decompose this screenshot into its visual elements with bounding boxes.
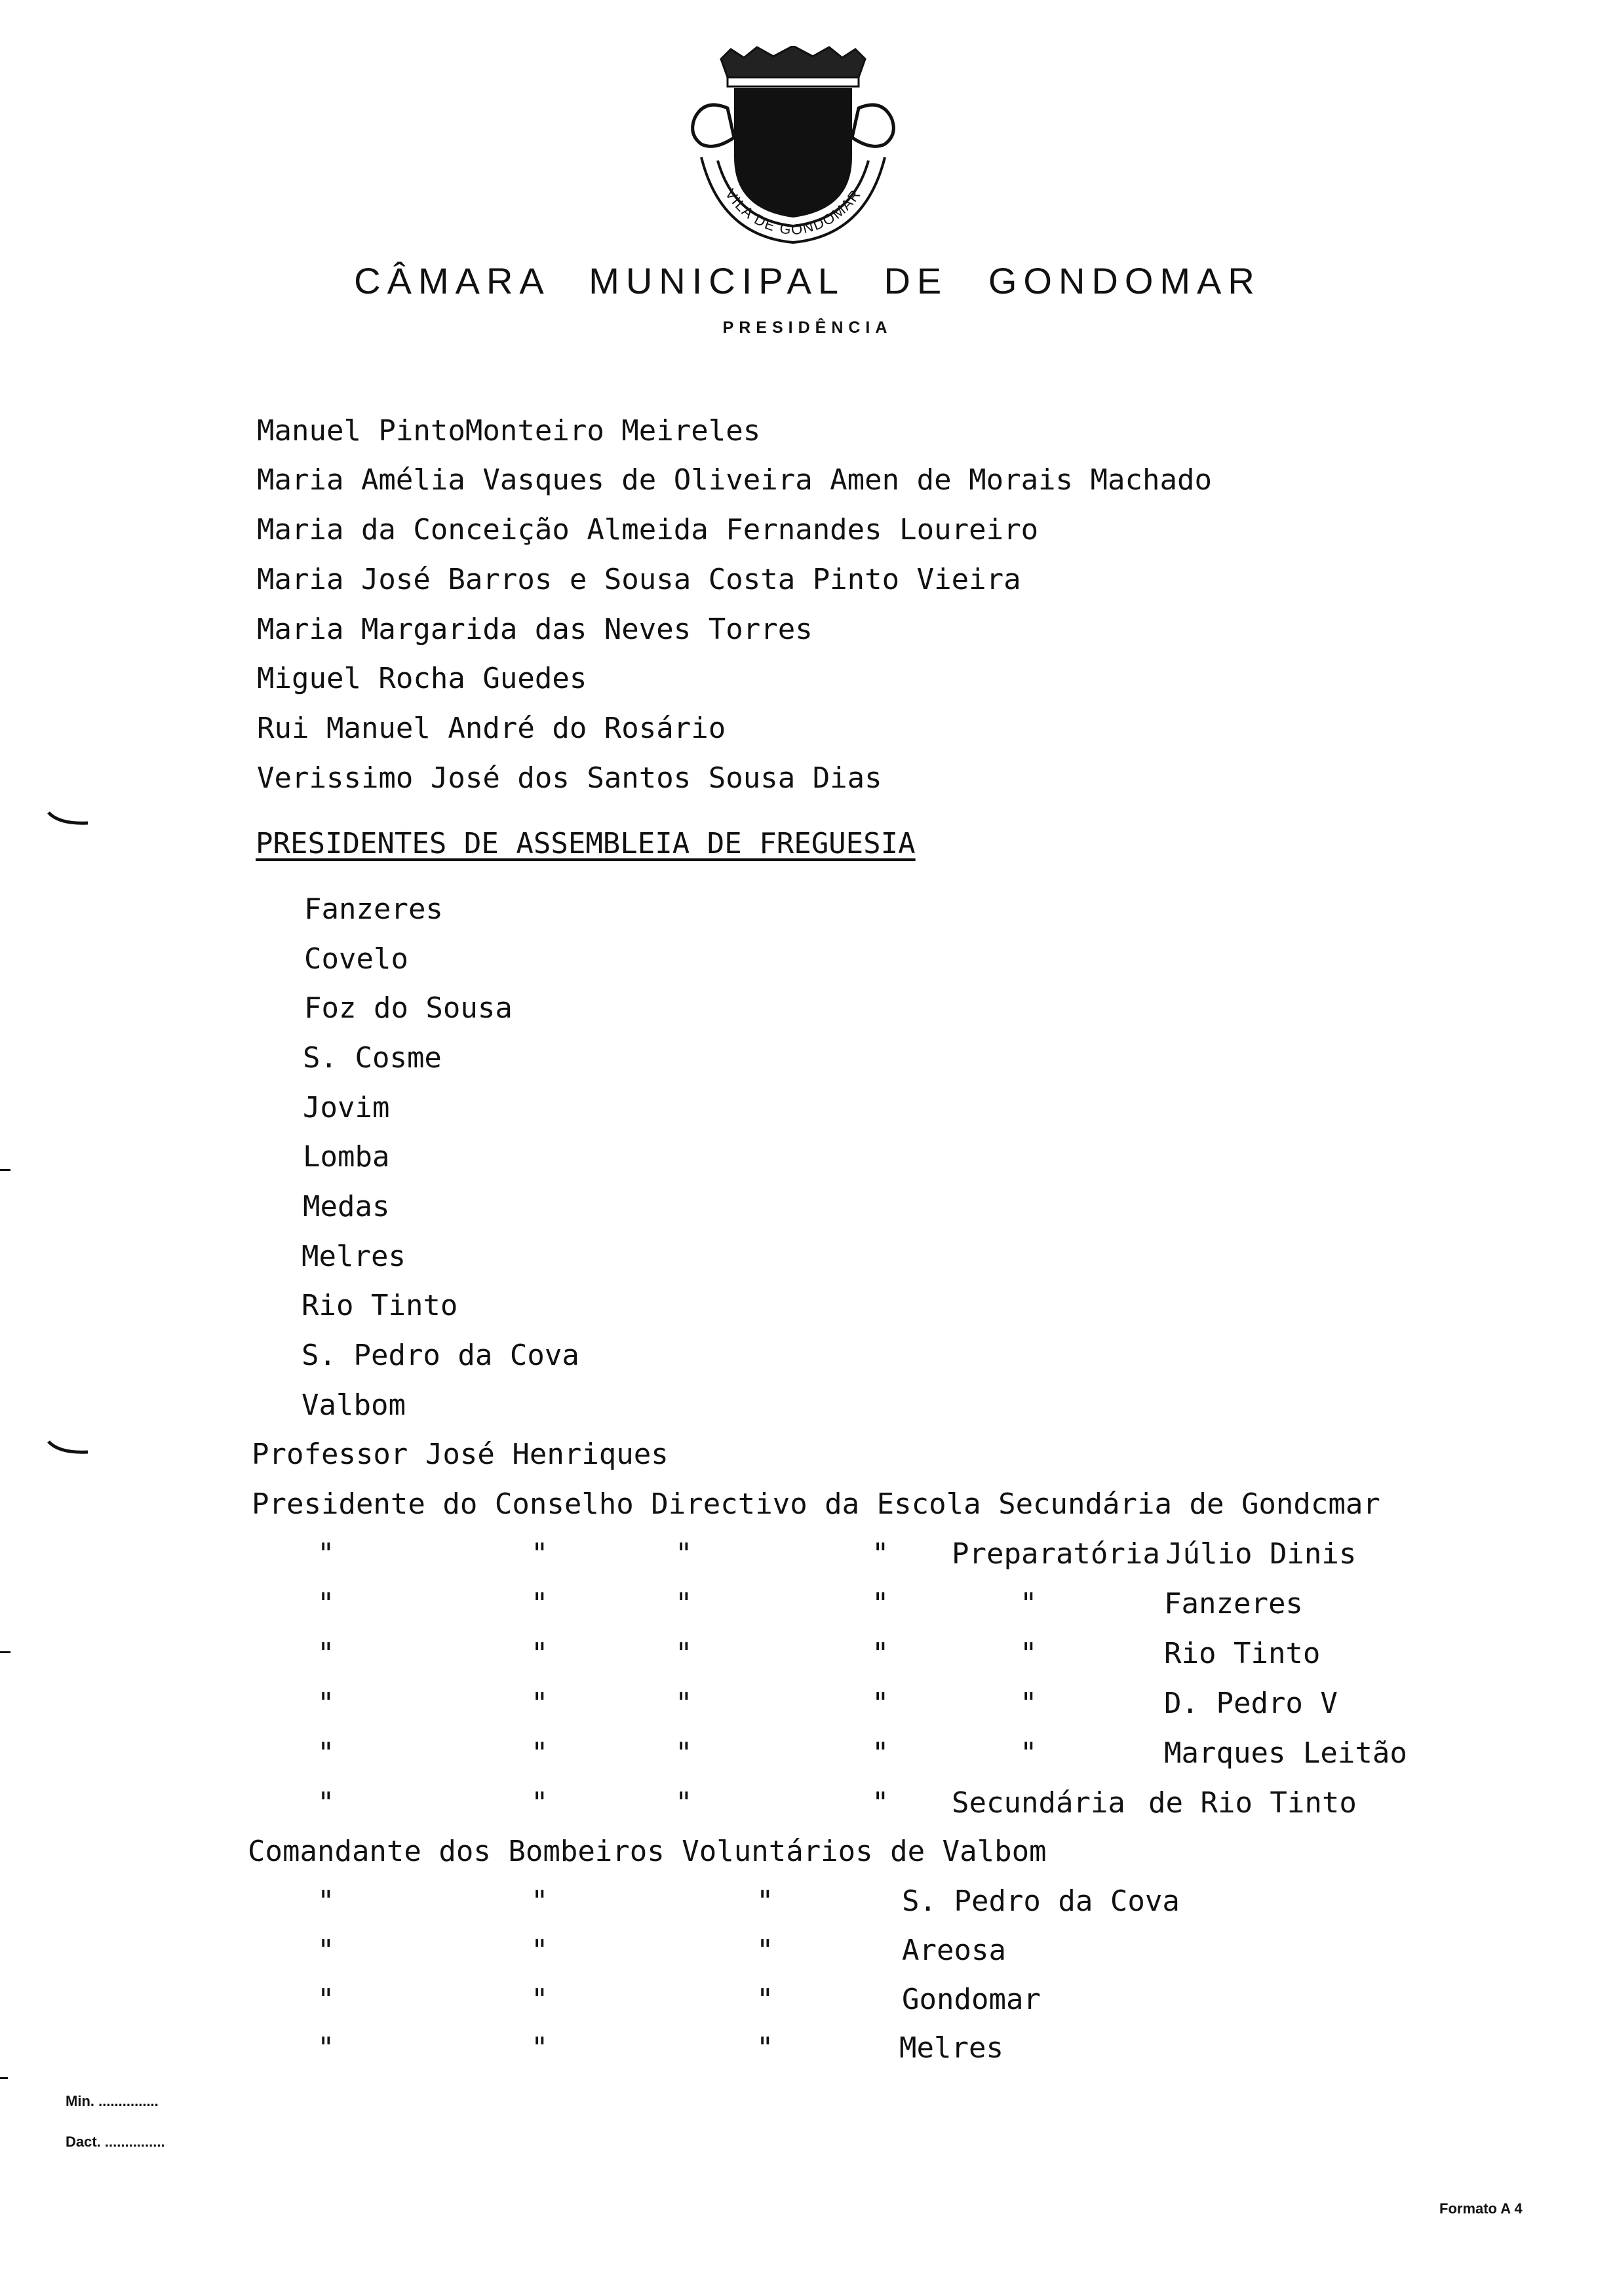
- school-type: ": [1020, 1687, 1038, 1720]
- school-type: ": [1020, 1637, 1038, 1670]
- school-name: de Rio Tinto: [1148, 1786, 1357, 1820]
- name-line: Verissimo José dos Santos Sousa Dias: [257, 761, 882, 795]
- ditto-mark: ": [531, 1983, 549, 2016]
- school-line: Presidente do Conselho Directivo da Escola Secundária de Gondcmar: [252, 1487, 1380, 1521]
- ditto-mark: ": [531, 2031, 549, 2065]
- parish-item: S. Pedro da Cova: [302, 1339, 579, 1372]
- name-line: Rui Manuel André do Rosário: [257, 712, 726, 745]
- min-label: Min. ...............: [66, 2093, 159, 2109]
- name-line: Manuel PintoMonteiro Meireles: [257, 414, 761, 448]
- format-label: Formato A 4: [1439, 2200, 1523, 2217]
- ditto-mark: ": [317, 1687, 335, 1720]
- ditto-mark: ": [531, 1885, 549, 1918]
- ditto-mark: ": [317, 2031, 335, 2065]
- margin-tick-mark: [0, 1651, 10, 1653]
- school-name: Marques Leitão: [1164, 1736, 1407, 1770]
- section-heading: PRESIDENTES DE ASSEMBLEIA DE FREGUESIA: [256, 827, 916, 860]
- ditto-mark: ": [675, 1637, 693, 1670]
- ditto-mark: ": [531, 1687, 549, 1720]
- ditto-mark: ": [317, 1537, 335, 1571]
- ditto-mark: ": [872, 1587, 889, 1620]
- bombeiros-name: Melres: [899, 2031, 1003, 2065]
- dact-label: Dact. ...............: [66, 2133, 165, 2150]
- ditto-mark: ": [531, 1537, 549, 1571]
- bombeiros-name: Gondomar: [902, 1983, 1041, 2016]
- school-name: Júlio Dinis: [1165, 1537, 1357, 1571]
- crest-ribbon-text: VILA DE GONDOMAR: [722, 185, 865, 239]
- name-line: Maria da Conceição Almeida Fernandes Loureiro: [257, 513, 1039, 546]
- page-subtitle: PRESIDÊNCIA: [722, 318, 893, 337]
- ditto-mark: ": [317, 1934, 335, 1967]
- parish-item: Covelo: [304, 942, 408, 976]
- margin-tick-mark: [0, 1169, 10, 1171]
- page-title: CÂMARA MUNICIPAL DE GONDOMAR: [354, 260, 1261, 301]
- name-line: Miguel Rocha Guedes: [257, 662, 587, 695]
- ditto-mark: ": [531, 1786, 549, 1820]
- parish-item: Foz do Sousa: [304, 991, 513, 1025]
- ditto-mark: ": [675, 1537, 693, 1571]
- ditto-mark: ": [756, 2031, 774, 2065]
- parish-item: Valbom: [302, 1388, 406, 1422]
- ditto-mark: ": [872, 1687, 889, 1720]
- ditto-mark: ": [756, 1983, 774, 2016]
- ditto-mark: ": [531, 1587, 549, 1620]
- school-type: Secundária: [952, 1786, 1125, 1820]
- ditto-mark: ": [317, 1736, 335, 1770]
- ditto-mark: ": [675, 1587, 693, 1620]
- professor-line: Professor José Henriques: [252, 1438, 669, 1471]
- ditto-mark: ": [317, 1983, 335, 2016]
- school-name: D. Pedro V: [1164, 1687, 1338, 1720]
- parish-item: Medas: [303, 1190, 390, 1223]
- parish-item: Rio Tinto: [302, 1289, 458, 1322]
- name-line: Maria José Barros e Sousa Costa Pinto Vieira: [257, 563, 1021, 596]
- name-line: Maria Margarida das Neves Torres: [257, 613, 813, 646]
- name-line: Maria Amélia Vasques de Oliveira Amen de Morais Machado: [257, 463, 1212, 497]
- ditto-mark: ": [872, 1736, 889, 1770]
- ditto-mark: ": [756, 1934, 774, 1967]
- school-type: ": [1020, 1736, 1038, 1770]
- school-type: ": [1020, 1587, 1038, 1620]
- school-name: Fanzeres: [1164, 1587, 1303, 1620]
- bombeiros-name: Areosa: [902, 1934, 1006, 1967]
- parish-item: Jovim: [303, 1091, 390, 1124]
- ditto-mark: ": [872, 1537, 889, 1571]
- ditto-mark: ": [531, 1934, 549, 1967]
- parish-item: S. Cosme: [303, 1041, 442, 1075]
- municipal-crest-logo: [682, 46, 905, 262]
- margin-tick-mark: [0, 2077, 8, 2079]
- school-name: Rio Tinto: [1164, 1637, 1321, 1670]
- ditto-mark: ": [317, 1885, 335, 1918]
- margin-hook-mark: [46, 810, 92, 830]
- ditto-mark: ": [675, 1687, 693, 1720]
- ditto-mark: ": [317, 1587, 335, 1620]
- bombeiros-name: S. Pedro da Cova: [902, 1885, 1180, 1918]
- ditto-mark: ": [675, 1736, 693, 1770]
- parish-item: Fanzeres: [304, 892, 443, 926]
- parish-item: Melres: [302, 1240, 406, 1273]
- ditto-mark: ": [675, 1786, 693, 1820]
- ditto-mark: ": [531, 1637, 549, 1670]
- ditto-mark: ": [872, 1637, 889, 1670]
- school-type: Preparatória: [952, 1537, 1160, 1571]
- ditto-mark: ": [317, 1786, 335, 1820]
- bombeiros-line: Comandante dos Bombeiros Voluntários de Valbom: [248, 1835, 1047, 1868]
- margin-hook-mark: [46, 1439, 92, 1459]
- ditto-mark: ": [872, 1786, 889, 1820]
- ditto-mark: ": [756, 1885, 774, 1918]
- parish-item: Lomba: [303, 1140, 390, 1174]
- ditto-mark: ": [317, 1637, 335, 1670]
- ditto-mark: ": [531, 1736, 549, 1770]
